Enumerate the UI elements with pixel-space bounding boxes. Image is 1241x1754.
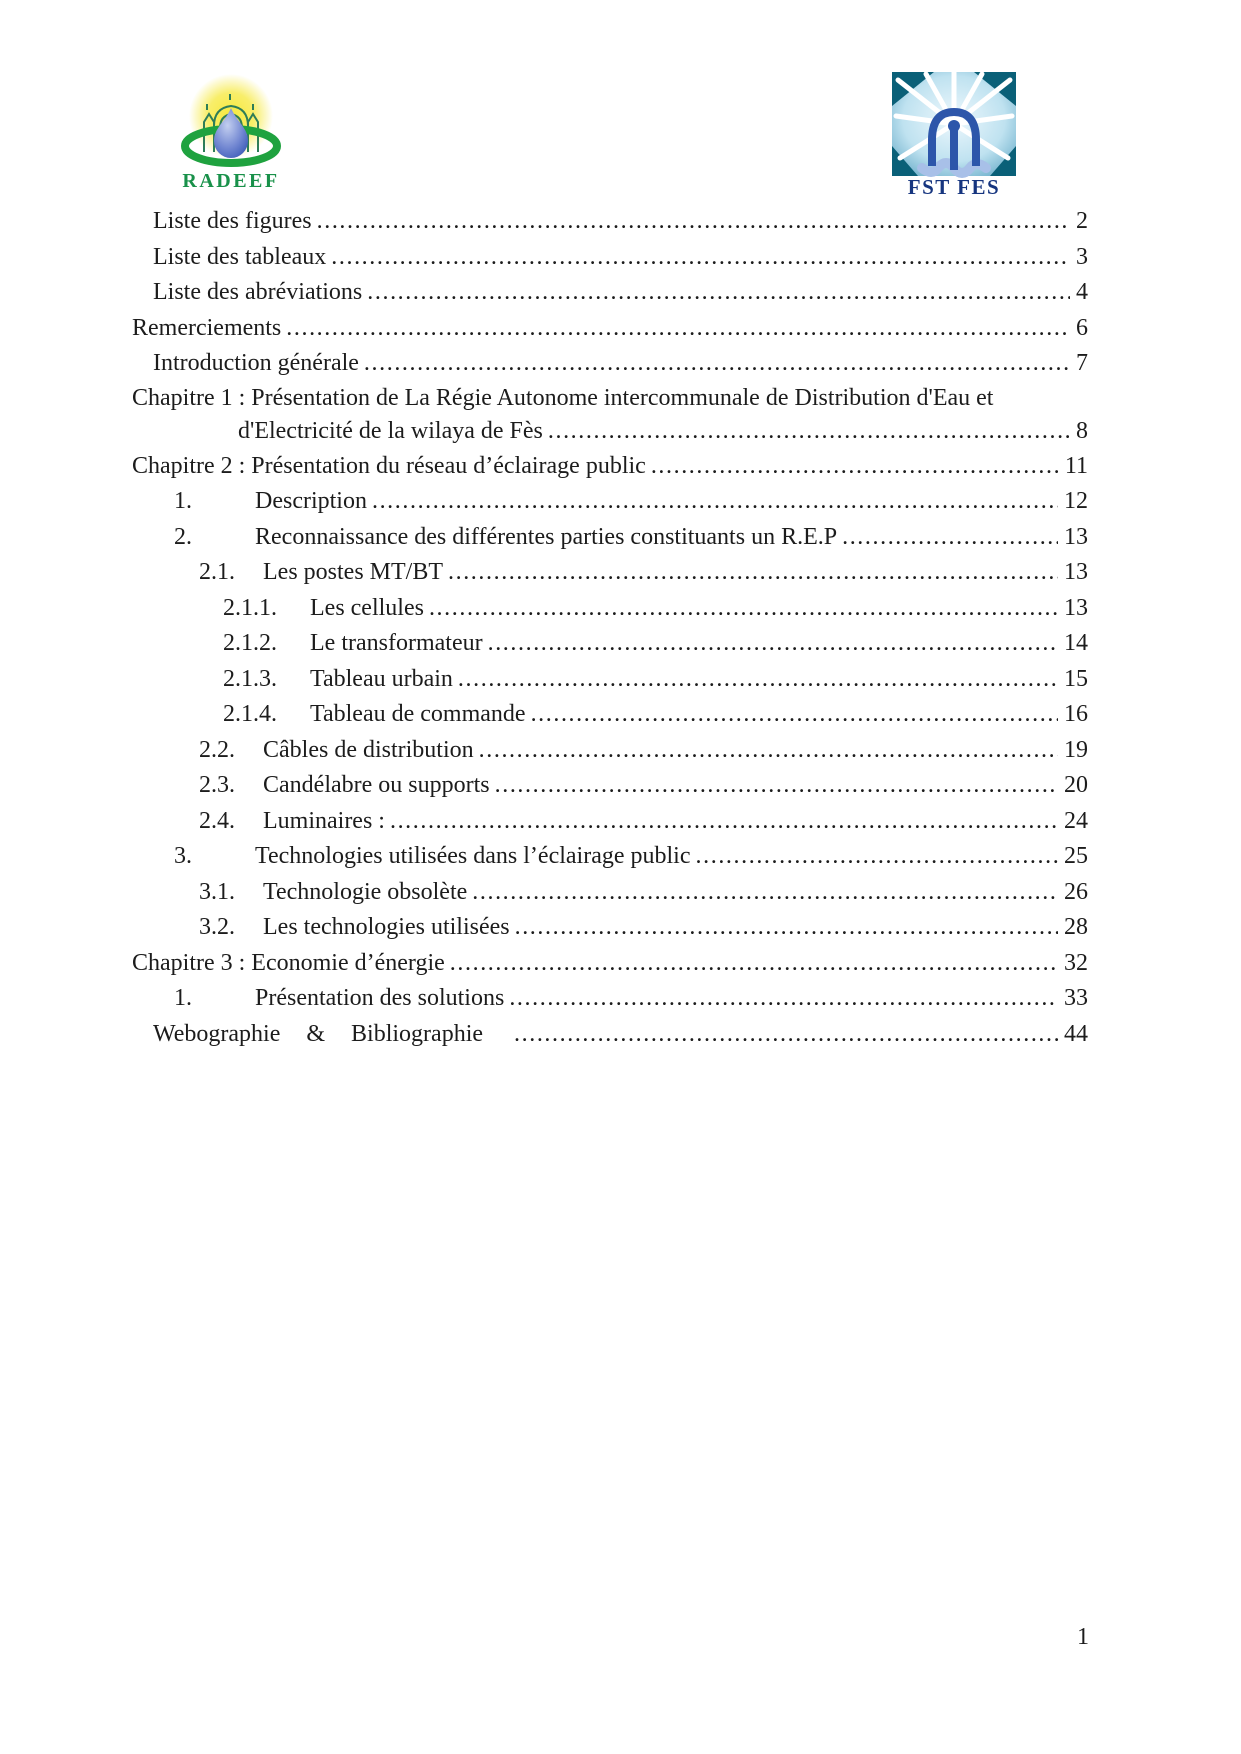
- dot-leader: [479, 733, 1058, 769]
- toc-entry-label: Tableau urbain: [310, 665, 453, 692]
- toc-entry: [132, 346, 1088, 382]
- toc-page-number: 6: [1076, 314, 1088, 341]
- dot-leader: [331, 240, 1070, 276]
- toc-entry-label: Liste des tableaux: [153, 243, 327, 270]
- toc-entry-label: Tableau de commande: [310, 701, 526, 727]
- dot-leader: [458, 662, 1058, 698]
- toc-page-number: 20: [1064, 772, 1088, 798]
- dot-leader: [488, 626, 1058, 662]
- toc-page-number: 25: [1064, 843, 1088, 869]
- dot-leader: [531, 697, 1058, 733]
- dot-leader: [429, 591, 1058, 627]
- toc-entry: [132, 626, 1088, 662]
- dot-leader: [509, 981, 1058, 1017]
- toc-page-number: 44: [1064, 1020, 1088, 1047]
- toc-entry-number: 3.2.: [199, 914, 235, 940]
- toc-entry: [132, 382, 1088, 449]
- toc-page-number: 13: [1064, 523, 1088, 550]
- toc-entry: [132, 839, 1088, 875]
- dot-leader: [448, 555, 1058, 591]
- toc-entry-number: 3.1.: [199, 878, 235, 905]
- dot-leader: [495, 768, 1058, 804]
- toc-entry-number: 2.1.: [199, 559, 235, 585]
- dot-leader: [651, 449, 1059, 485]
- dot-leader: [364, 346, 1070, 382]
- toc-page-number: 28: [1064, 914, 1088, 940]
- fst-logo-text: FST FES: [907, 175, 1001, 198]
- toc-page-number: 15: [1064, 665, 1088, 692]
- dot-leader: [367, 275, 1070, 311]
- toc-page-number: 32: [1064, 949, 1088, 976]
- toc-page-number: 26: [1064, 878, 1088, 905]
- toc-entry-label: d'Electricité de la wilaya de Fès: [238, 418, 543, 444]
- toc-page-number: 16: [1064, 701, 1088, 727]
- toc-page-number: 3: [1076, 243, 1088, 270]
- toc-entry-label: Remerciements: [132, 314, 282, 341]
- toc-entry-label: Technologie obsolète: [263, 878, 468, 905]
- toc-list: [132, 204, 1088, 1052]
- toc-page-number: 33: [1064, 985, 1088, 1011]
- toc-entry: [132, 768, 1088, 804]
- toc-entry-label: Câbles de distribution: [263, 736, 474, 763]
- toc-page-number: 4: [1076, 279, 1088, 305]
- arch-monogram-icon: [922, 112, 986, 173]
- toc-entry-number: 2.1.1.: [223, 594, 277, 621]
- toc-entry-line: Chapitre 1 : Présentation de La Régie Autonome intercommunale de Distribution d'Eau et: [132, 384, 994, 411]
- dot-leader: [286, 311, 1070, 347]
- toc-entry: [132, 804, 1088, 840]
- toc-entry: [132, 520, 1088, 556]
- toc-entry-label: Description: [255, 488, 367, 514]
- toc-page-number: 2: [1076, 208, 1088, 234]
- toc-page-number: 13: [1064, 559, 1088, 585]
- dot-leader: [696, 839, 1058, 875]
- toc-entry-number: 2.1.4.: [223, 701, 277, 727]
- toc-entry-number: 2.4.: [199, 807, 235, 834]
- toc-entry-label: Liste des abréviations: [153, 279, 363, 305]
- toc-entry-number: 2.1.2.: [223, 630, 277, 656]
- dot-leader: [450, 946, 1058, 982]
- toc-entry: [132, 275, 1088, 311]
- dot-leader: [472, 875, 1058, 911]
- toc-entry-label: Les postes MT/BT: [263, 559, 443, 585]
- footer-page-number: 1: [1077, 1624, 1089, 1650]
- toc-entry-label: Les technologies utilisées: [263, 914, 510, 940]
- toc-entry: [132, 662, 1088, 698]
- toc-entry-label: Introduction générale: [153, 350, 359, 376]
- toc-entry: [132, 484, 1088, 520]
- toc-entry-number: 2.1.3.: [223, 665, 277, 692]
- fst-fes-logo: [892, 72, 1016, 198]
- toc-entry: [132, 204, 1088, 240]
- toc-page-number: 11: [1064, 452, 1088, 479]
- toc-entry-label: Les cellules: [310, 594, 424, 621]
- toc-entry-label: Présentation des solutions: [255, 985, 505, 1011]
- toc-entry: [132, 910, 1088, 946]
- toc-entry: [132, 697, 1088, 733]
- toc-entry-number: 3.: [174, 843, 192, 869]
- toc-entry-label: Webographie: [153, 1020, 281, 1047]
- toc-entry-label: Luminaires :: [263, 807, 385, 834]
- toc-entry: [132, 311, 1088, 347]
- dot-leader: [548, 415, 1070, 449]
- toc-entry-label: Reconnaissance des différentes parties constituants un R.E.P: [255, 523, 838, 550]
- dot-leader: [317, 204, 1070, 240]
- dot-leader: [842, 520, 1058, 556]
- toc-entry-label: &: [306, 1020, 326, 1047]
- toc-entry-label: Chapitre 3 : Economie d’énergie: [132, 949, 445, 976]
- toc-entry: [132, 733, 1088, 769]
- toc-page-number: 7: [1076, 350, 1088, 376]
- toc-entry: [132, 875, 1088, 911]
- toc-entry-label: Bibliographie: [351, 1020, 484, 1047]
- toc-entry: [132, 591, 1088, 627]
- toc-page-number: 13: [1064, 594, 1088, 621]
- toc-entry-number: 2.: [174, 523, 192, 550]
- toc-entry-number: 1.: [174, 488, 192, 514]
- toc-page-number: 24: [1064, 807, 1088, 834]
- toc-page-number: 12: [1064, 488, 1088, 514]
- toc-page-number: 8: [1076, 418, 1088, 444]
- dot-leader: [515, 910, 1058, 946]
- toc-entry-number: 2.3.: [199, 772, 235, 798]
- toc-entry: [132, 449, 1088, 485]
- toc-entry: [132, 240, 1088, 276]
- toc-entry: [132, 981, 1088, 1017]
- dot-leader: [390, 804, 1058, 840]
- toc-entry: [132, 555, 1088, 591]
- toc-entry-label: Le transformateur: [310, 630, 483, 656]
- toc-entry-label: Technologies utilisées dans l’éclairage public: [255, 843, 691, 869]
- toc-entry: [132, 1017, 1088, 1053]
- toc-entry-line: [132, 415, 1088, 449]
- dot-leader: [372, 484, 1058, 520]
- toc-entry-number: 1.: [174, 985, 192, 1011]
- toc-entry-number: 2.2.: [199, 736, 235, 763]
- toc-page-number: 19: [1064, 736, 1088, 763]
- dot-leader: [514, 1017, 1058, 1053]
- toc-page-number: 14: [1064, 630, 1088, 656]
- radeef-logo-text: RADEEF: [182, 170, 280, 192]
- toc-entry-label: Candélabre ou supports: [263, 772, 490, 798]
- radeef-logo: [176, 66, 286, 192]
- toc-entry-label: Liste des figures: [153, 208, 312, 234]
- toc-entry-label: Chapitre 2 : Présentation du réseau d’éclairage public: [132, 452, 646, 479]
- toc-entry: [132, 946, 1088, 982]
